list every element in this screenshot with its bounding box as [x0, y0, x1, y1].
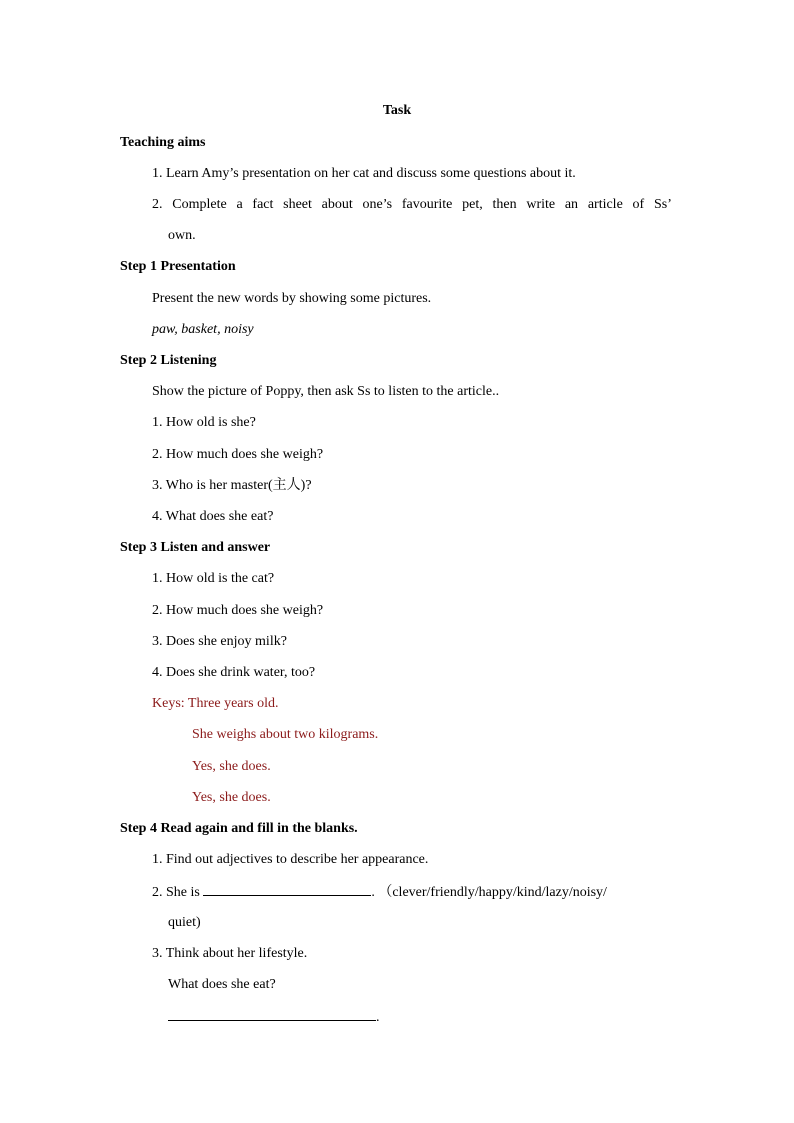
aim-item-2-word: pet,: [462, 197, 483, 212]
step3-question-2: 2. How much does she weigh?: [152, 603, 324, 618]
step4-item-3: 3. Think about her lifestyle.: [152, 946, 308, 961]
step3-keys-line: [152, 695, 279, 713]
step2-question-1: 1. How old is she?: [152, 415, 256, 430]
key-answer-2: She weighs about two kilograms.: [192, 727, 379, 742]
step2-question-3: 3. Who is her master(主人)?: [152, 478, 312, 493]
step4-item-3-end: .: [376, 1010, 380, 1025]
aim-item-1: 1. Learn Amy’s presentation on her cat and discuss some questions about it.: [152, 166, 576, 181]
step1-text: Present the new words by showing some pictures.: [152, 291, 432, 306]
aim-item-2-word: 2.: [152, 197, 163, 212]
step4-item-2-continued: quiet): [168, 915, 201, 930]
fill-in-blank-2[interactable]: [168, 1007, 376, 1021]
step2-question-4: 4. What does she eat?: [152, 509, 274, 524]
aim-item-2-word: write: [526, 197, 556, 212]
step4-heading: Step 4 Read again and fill in the blanks.: [120, 821, 358, 836]
step3-question-3: 3. Does she enjoy milk?: [152, 634, 287, 649]
teaching-aims-heading: Teaching aims: [120, 135, 206, 150]
step4-item-3-answer-line: [168, 1007, 380, 1027]
step4-item-1: 1. Find out adjectives to describe her appearance.: [152, 852, 429, 867]
step3-question-4: 4. Does she drink water, too?: [152, 665, 316, 680]
aim-item-2-word: sheet: [283, 197, 312, 212]
step4-item-2: [152, 882, 607, 902]
step3-question-1: 1. How old is the cat?: [152, 571, 275, 586]
key-answer-3: Yes, she does.: [192, 759, 271, 774]
step4-item-3-question: What does she eat?: [168, 977, 276, 992]
aim-item-2-word: favourite: [401, 197, 453, 212]
aim-item-2-word: an: [564, 197, 579, 212]
aim-item-2-word: Complete: [172, 197, 227, 212]
step1-heading: Step 1 Presentation: [120, 259, 236, 274]
fill-in-blank-1[interactable]: [203, 882, 371, 896]
aim-item-2-continued: own.: [168, 228, 196, 243]
step2-question-2: 2. How much does she weigh?: [152, 447, 324, 462]
aim-item-2-word: a: [236, 197, 243, 212]
step2-text: Show the picture of Poppy, then ask Ss to listen to the article..: [152, 384, 500, 399]
key-answer-4: Yes, she does.: [192, 790, 271, 805]
step4-item-2-prefix: 2. She is: [152, 885, 200, 900]
step4-item-2-suffix: . （clever/friendly/happy/kind/lazy/noisy/: [371, 885, 607, 900]
page-title: Task: [382, 103, 412, 118]
aim-item-2-word: about: [321, 197, 353, 212]
aim-item-2-word: one’s: [362, 197, 393, 212]
keys-label: Keys:: [152, 696, 185, 711]
aim-item-2-word: Ss’: [653, 197, 672, 212]
key-answer-1: Three years old.: [187, 696, 279, 711]
aim-item-2-word: then: [492, 197, 517, 212]
step1-words: paw, basket, noisy: [152, 322, 254, 337]
aim-item-2: [152, 196, 672, 214]
aim-item-2-word: article: [587, 197, 623, 212]
step3-heading: Step 3 Listen and answer: [120, 540, 271, 555]
aim-item-2-word: of: [632, 197, 645, 212]
step2-heading: Step 2 Listening: [120, 353, 217, 368]
aim-item-2-word: fact: [252, 197, 274, 212]
